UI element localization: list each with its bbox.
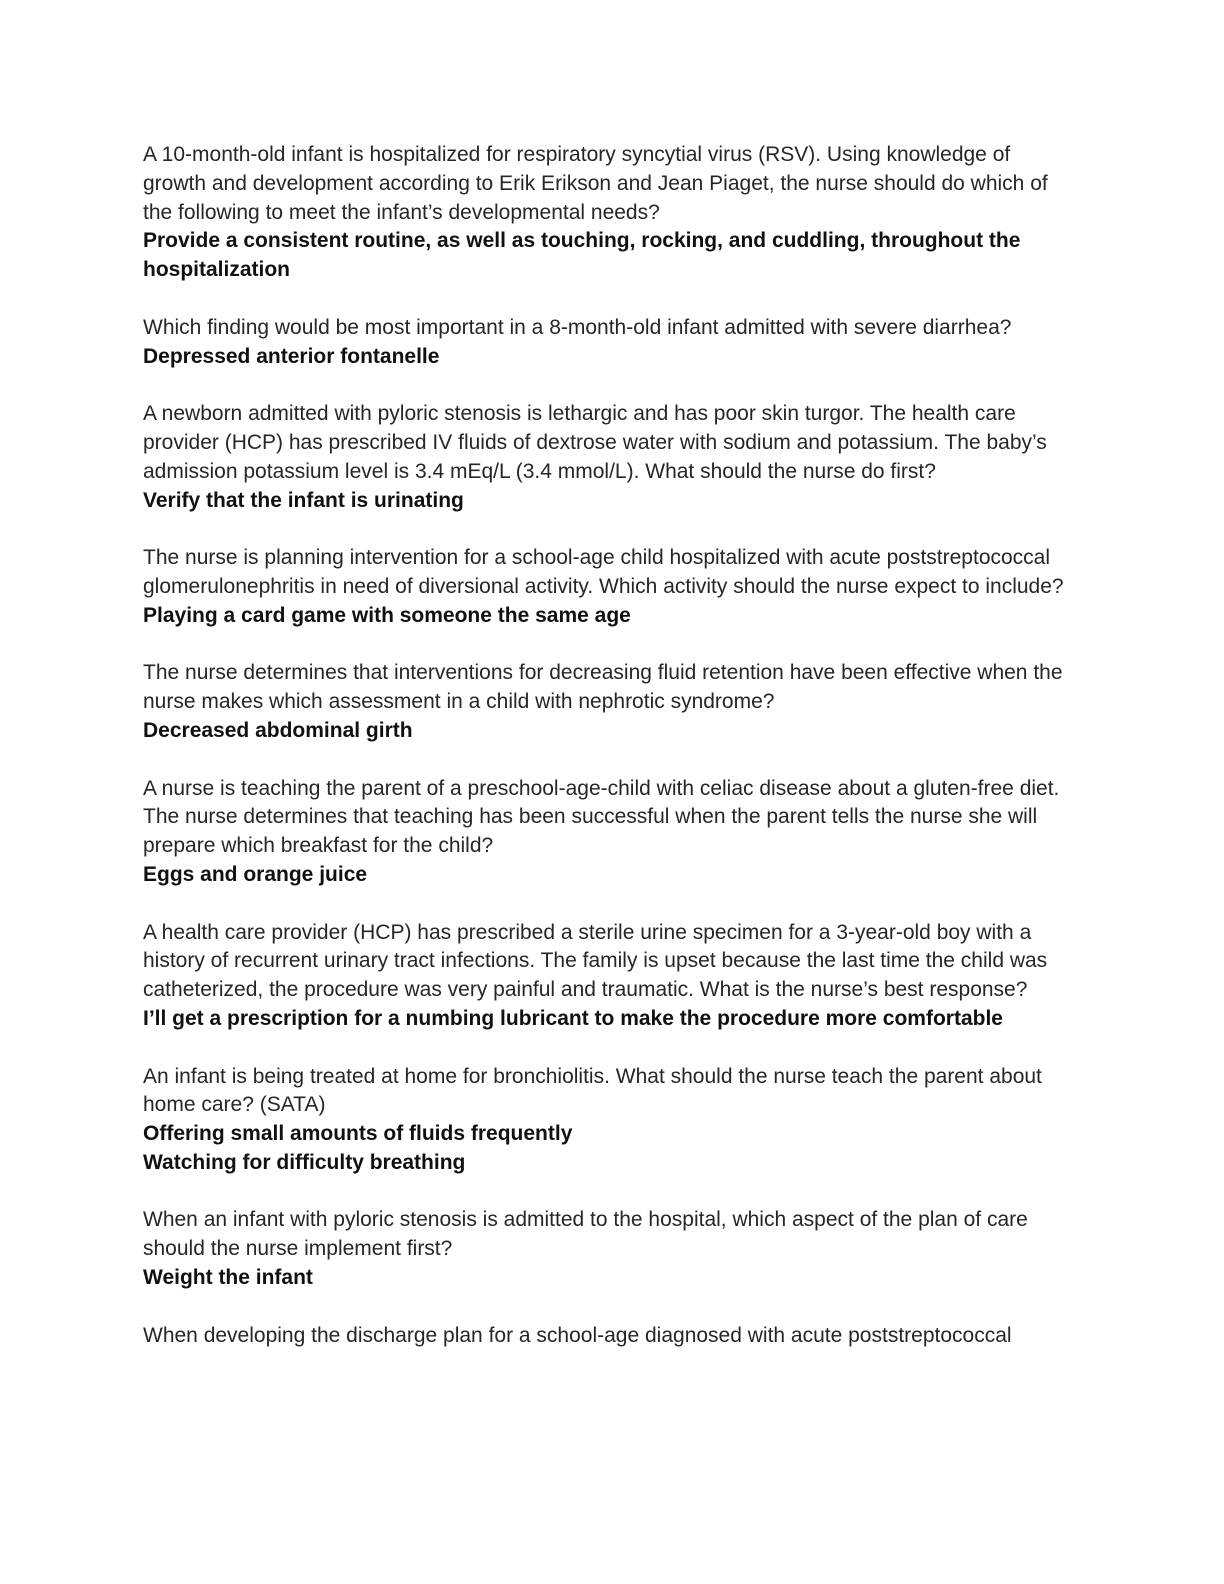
question-text: A nurse is teaching the parent of a preschool-age-child with celiac disease about a gluten-free diet. The nurse determines that teaching has been successful when the parent tells the nurse she will prepare which breakfast for the child? [143, 776, 1060, 858]
question-text: An infant is being treated at home for bronchiolitis. What should the nurse teach the parent about home care? (SATA) [143, 1064, 1042, 1117]
qa-item-8 [143, 1063, 1078, 1178]
qa-item-2 [143, 314, 1078, 372]
answer-text: Eggs and orange juice [143, 862, 368, 886]
qa-item-7 [143, 919, 1078, 1034]
question-text: When an infant with pyloric stenosis is admitted to the hospital, which aspect of the plan of care should the nurse implement first? [143, 1208, 1028, 1261]
qa-item-10 [143, 1322, 1078, 1351]
question-text: A 10-month-old infant is hospitalized for respiratory syncytial virus (RSV). Using knowledge of growth and development according to Erik Erikson and Jean Piaget, the nurse should do which of the following to meet the infant’s developmental needs? [143, 143, 1048, 224]
document-page [143, 141, 1078, 1379]
answer-text: Offering small amounts of fluids frequently [143, 1122, 573, 1146]
answer-text: Watching for difficulty breathing [143, 1150, 466, 1174]
question-text: Which finding would be most important in a 8-month-old infant admitted with severe diarrhea? [143, 315, 1012, 339]
question-text: When developing the discharge plan for a school-age diagnosed with acute poststreptococcal [143, 1323, 1012, 1347]
answer-text: Decreased abdominal girth [143, 718, 413, 742]
qa-item-1 [143, 141, 1078, 285]
qa-item-5 [143, 659, 1078, 745]
answer-text: Playing a card game with someone the same age [143, 603, 631, 627]
answer-text: Verify that the infant is urinating [143, 488, 464, 512]
qa-item-4 [143, 544, 1078, 630]
answer-text: Provide a consistent routine, as well as touching, rocking, and cuddling, throughout the hospitalization [143, 229, 1021, 282]
answer-text: Depressed anterior fontanelle [143, 344, 440, 368]
answer-text: Weight the infant [143, 1266, 313, 1290]
qa-item-6 [143, 775, 1078, 890]
qa-item-3 [143, 400, 1078, 515]
answer-text: I’ll get a prescription for a numbing lubricant to make the procedure more comfortable [143, 1006, 1003, 1030]
question-text: The nurse determines that interventions for decreasing fluid retention have been effective when the nurse makes which assessment in a child with nephrotic syndrome? [143, 661, 1063, 714]
qa-item-9 [143, 1206, 1078, 1292]
question-text: A newborn admitted with pyloric stenosis is lethargic and has poor skin turgor. The health care provider (HCP) has prescribed IV fluids of dextrose water with sodium and potassium. The baby’s admission potassium level is 3.4 mEq/L (3.4 mmol/L). What should the nurse do first? [143, 402, 1047, 483]
question-text: The nurse is planning intervention for a school-age child hospitalized with acute poststreptococcal glomerulonephritis in need of diversional activity. Which activity should the nurse expect to include? [143, 546, 1064, 598]
question-text: A health care provider (HCP) has prescribed a sterile urine specimen for a 3-year-old boy with a history of recurrent urinary tract infections. The family is upset because the last time the child was catheterized, the procedure was very painful and traumatic. What is the nurse’s best response? [143, 920, 1048, 1002]
